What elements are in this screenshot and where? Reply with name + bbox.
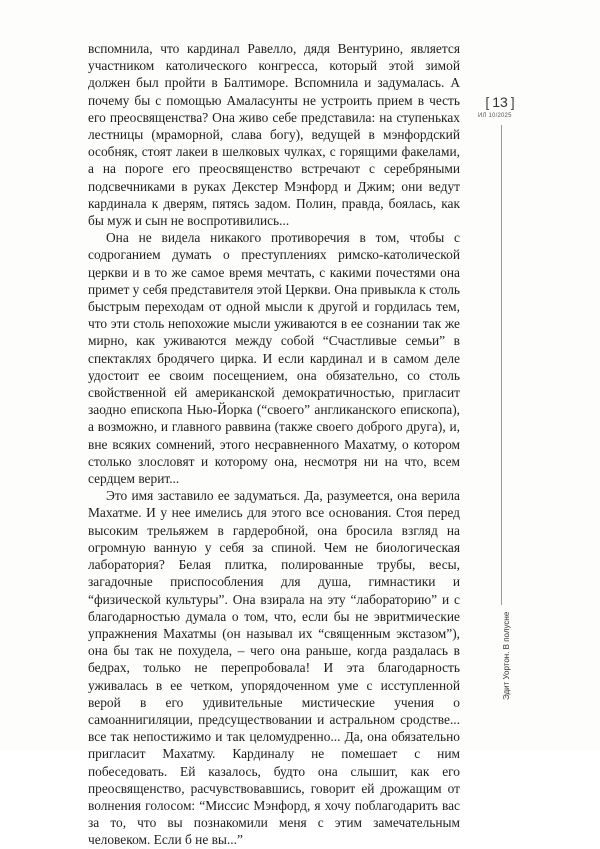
paragraph-2: Она не видела никакого противоречия в том, чтобы с содроганием думать о преступлениях римско-католической церкви и в то же самое время мечтать, с какими почестями она примет у себя представителя этой Церкви. Она привыкла к столь быстрым переходам от одной мысли к другой и гордилась тем, что эти столь непохожие мысли уживаются в ее сознании так же мирно, как уживаются между собой “Счастливые семьи” в спектаклях бродячего цирка. И если кардинал и в самом деле удостоит ее своим посещением, она обязательно, со столь свойственной ей американской демократичностью, пригласит заодно епископа Нью-Йорка (“своего” англиканского епископа), а возможно, и главного раввина (также своего доброго друга), и, вне всяких сомнений, этого несравненного Махатму, о котором столько злословят и которому она, несмотря ни на что, всем сердцем верит...	[88, 230, 460, 487]
margin-divider	[501, 125, 502, 605]
bracket-close: ]	[510, 94, 515, 110]
bracket-open: [	[485, 94, 490, 110]
page-number-value: 13	[492, 94, 508, 110]
body-text	[88, 40, 460, 849]
paragraph-1: вспомнила, что кардинал Равелло, дядя Вентурино, является участником католического конгресса, который этой зимой должен был пройти в Балтиморе. Вспомнила и задумалась. А почему бы с помощью Амаласунты не устроить прием в честь его преосвященства? Она живо себе представила: на ступеньках лестницы (мраморной, слава богу), ведущей в мэнфордский особняк, стоят лакеи в шелковых чулках, с горящими факелами, а на пороге его преосвященство встречают с серебряными подсвечниками в руках Декстер Мэнфорд и Джим; они ведут кардинала к дверям, пятясь задом. Полин, правда, боялась, как бы муж и сын не воспротивились...	[88, 41, 460, 229]
running-header: Эдит Уортон. В полусне	[502, 611, 511, 700]
page-number	[480, 93, 520, 111]
paragraph-3: Это имя заставило ее задуматься. Да, разумеется, она верила Махатме. И у нее имелись для этого все основания. Стоя перед высоким трельяжем в гардеробной, она бросила взгляд на огромную ванную у себя за спиной. Чем не биологическая лаборатория? Белая плитка, полированные трубы, весы, загадочные приспособления для душа, гимнастики и “физической культуры”. Она взирала на эту “лабораторию” и с благодарностью думала о том, что, если бы не эвритмические упражнения Махатмы (он называл их “священным экстазом”), она бы так не похудела, – чего она раньше, когда раздалась в бедрах, только не перепробовала! И эта благодарность уживалась в ее четком, упорядоченном уме с исступленной верой в его удивительные мистические учения о самоаннигиляции, предсуществовании и астральном сродстве... все так непостижимо и так целомудренно... Да, она обязательно пригласит Махатму. Кардиналу не помешает с ним побеседовать. Ей казалось, будто она слышит, как его преосвященство, расчувствовавшись, говорит ей дрожащим от волнения голосом: “Миссис Мэнфорд, я хочу поблагодарить вас за то, что вы познакомили меня с этим замечательным человеком. Если б не вы...”	[88, 488, 460, 848]
issue-label: ИЛ 10/2025	[478, 113, 512, 119]
